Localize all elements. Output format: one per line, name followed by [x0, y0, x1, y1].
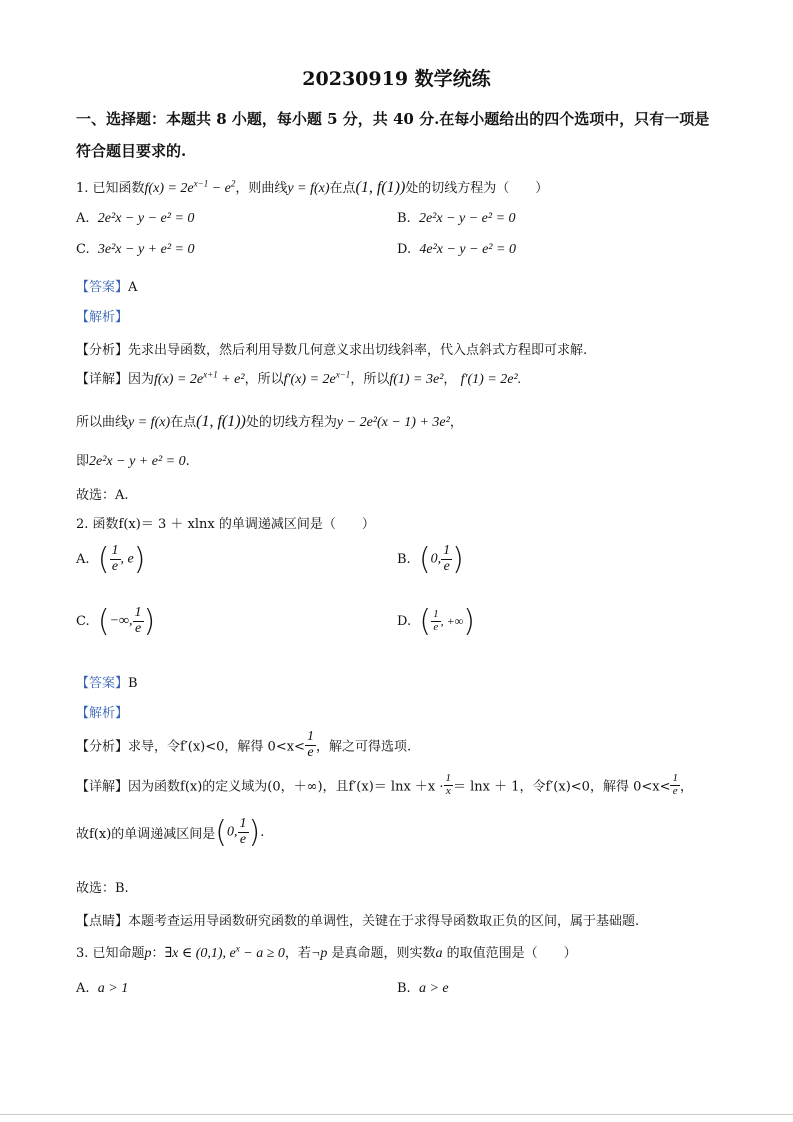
xiangjie-tag: 【详解】	[76, 372, 129, 387]
q2-answer	[76, 672, 138, 691]
q3-option-b	[397, 981, 449, 997]
right-paren: )	[463, 604, 475, 639]
q1-option-a-text: 2e²x − y − e² = 0	[97, 211, 195, 226]
q2-option-d	[397, 604, 475, 639]
q2-fenxi	[76, 730, 411, 760]
q2-option-b-fraction	[441, 544, 452, 574]
q3-stem-text-1: 3. 已知命题	[76, 946, 145, 961]
q1-xj2-text-2: 在点	[170, 415, 197, 430]
right-paren: )	[452, 542, 464, 577]
q1-xj2-text-3: 处的切线方程为	[245, 415, 337, 430]
q2-option-d-rest: , +∞	[440, 614, 464, 628]
q2-xj2-fraction	[238, 817, 249, 847]
fraction-denominator: e	[133, 621, 144, 637]
q1-choose: 故选：A.	[76, 488, 129, 503]
q1-option-c-label: C.	[76, 242, 90, 257]
q2-option-a	[76, 542, 145, 577]
fraction-numerator: 1	[672, 772, 678, 784]
q3-stem	[76, 942, 577, 962]
q2-option-c-label: C.	[76, 614, 90, 629]
q3-stem-text-2: ：	[151, 946, 165, 961]
fraction-denominator: e	[441, 559, 452, 575]
fraction-denominator: x	[444, 785, 454, 798]
q1-stem-text-4: 处的切线方程为（ ）	[405, 181, 549, 196]
q2-xj-text-3: ，	[679, 779, 693, 795]
fraction-denominator: e	[431, 621, 441, 634]
q1-option-c	[76, 242, 194, 258]
q1-xj-fp-base: f′(x) = 2e	[283, 372, 336, 387]
q2-option-d-fraction	[431, 609, 441, 633]
q1-point: (1, f(1))	[355, 179, 406, 196]
q2-xj2-pre: 0,	[227, 824, 238, 840]
q2-option-b-pre: 0,	[430, 551, 442, 567]
q2-option-c	[76, 604, 155, 639]
q1-xj2-curve: y = f(x)	[128, 415, 171, 430]
q1-answer-value: A	[128, 280, 138, 295]
q1-stem	[76, 177, 548, 197]
q2-option-b	[397, 542, 464, 577]
q1-xj-derivative	[283, 369, 351, 387]
q2-xiangjie-2	[76, 815, 264, 850]
left-paren: (	[419, 604, 432, 639]
q2-option-a-rest: , e	[120, 551, 134, 567]
q2-fenxi-text-1: 求导，令f′(x)<0，解得 0<x<	[128, 739, 305, 755]
fraction-numerator: 1	[111, 543, 119, 559]
q1-xj-f-tail: + e²	[217, 372, 245, 387]
page-title: 20230919 数学统练	[302, 68, 491, 90]
fraction-numerator: 1	[239, 816, 247, 832]
left-paren: (	[97, 604, 110, 639]
q1-stem-text-3: 在点	[329, 181, 356, 196]
q2-xj-fraction-1	[444, 773, 454, 797]
q1-option-d	[397, 242, 516, 258]
q1-xj3-text-1: 即	[76, 454, 90, 469]
q2-xj-text-1: 因为函数f(x)的定义域为(0，＋∞)，且f′(x)＝ lnx ＋x ·	[128, 779, 444, 795]
q1-xj2-point: (1, f(1))	[196, 413, 246, 430]
fenxi-tag: 【分析】	[76, 343, 129, 358]
q2-choose: 故选：B.	[76, 881, 129, 896]
analysis-tag: 【解析】	[76, 706, 129, 721]
q3-option-a-text: a > 1	[97, 981, 129, 996]
q1-function-base: f(x) = 2e	[144, 181, 194, 196]
q1-xj-fp1: f′(1) = 2e².	[460, 372, 522, 387]
right-paren: )	[143, 604, 156, 639]
q2-xiangjie	[76, 773, 693, 797]
fraction-numerator: 1	[433, 608, 439, 621]
q1-xj-function	[154, 369, 245, 387]
right-paren: )	[248, 815, 261, 850]
q3-option-a	[76, 981, 128, 997]
q1-xj-text-1: 因为	[128, 372, 155, 387]
answer-tag: 【答案】	[76, 280, 129, 295]
q3-var-a: a	[435, 946, 443, 961]
analysis-tag: 【解析】	[76, 310, 129, 325]
q3-condition	[164, 943, 285, 961]
q1-xj-fp-exp: x−1	[335, 369, 351, 380]
q3-not-p: ¬p	[310, 946, 328, 961]
section-heading-line2: 符合题目要求的.	[76, 142, 187, 160]
q1-xj-f1: f(1) = 3e²	[389, 372, 444, 387]
fraction-numerator: 1	[445, 772, 452, 784]
fenxi-tag: 【分析】	[76, 739, 129, 755]
q2-option-b-label: B.	[397, 552, 411, 567]
q2-dianjing-text: 本题考查运用导函数研究函数的单调性，关键在于求得导函数取正负的区间，属于基础题.	[128, 914, 640, 929]
q1-curve: y = f(x)	[287, 181, 330, 196]
q1-xj2-equation: y − 2e²(x − 1) + 3e²	[336, 415, 450, 430]
left-paren: (	[215, 815, 228, 850]
q3-option-b-text: a > e	[418, 981, 449, 996]
section-heading-line1: 一、选择题：本题共 8 小题，每小题 5 分，共 40 分.在每小题给出的四个选项中，只有一项是	[76, 110, 710, 128]
q2-fenxi-fraction	[305, 730, 316, 760]
fraction-denominator: e	[238, 832, 249, 848]
q3-p: p	[144, 946, 152, 961]
left-paren: (	[97, 542, 110, 577]
q1-function-exp: x−1	[193, 178, 209, 189]
q1-function-tail-exp: 2	[230, 178, 236, 189]
q1-xj3-text-2: .	[185, 454, 190, 469]
q1-function	[144, 178, 236, 196]
q2-xj2-text-1: 故f(x)的单调递减区间是	[76, 827, 216, 842]
q2-option-a-label: A.	[76, 552, 90, 567]
fraction-numerator: 1	[134, 605, 142, 621]
q1-option-c-text: 3e²x − y + e² = 0	[97, 242, 195, 257]
right-paren: )	[133, 542, 146, 577]
q2-analysis-heading	[76, 702, 128, 721]
q1-option-b	[397, 211, 516, 227]
q1-stem-text-2: ，则曲线	[235, 181, 288, 196]
q1-answer	[76, 276, 137, 295]
fraction-denominator: e	[305, 745, 316, 761]
q1-fenxi	[76, 339, 587, 358]
q1-option-d-label: D.	[397, 242, 412, 257]
q1-xj-f-base: f(x) = 2e	[154, 372, 204, 387]
fraction-denominator: e	[670, 785, 680, 798]
fraction-denominator: e	[110, 559, 121, 575]
left-paren: (	[418, 542, 431, 577]
q2-answer-value: B	[128, 676, 138, 691]
q2-option-a-fraction	[110, 544, 121, 574]
q3-stem-text-3: ，若	[284, 946, 311, 961]
q2-dianjing	[76, 910, 639, 929]
q3-option-a-label: A.	[76, 981, 90, 996]
q1-xiangjie-2	[76, 411, 463, 431]
q2-xj2-text-2: .	[260, 825, 265, 840]
q1-xj3-equation: 2e²x − y + e² = 0	[89, 454, 186, 469]
q1-xj-text-2: ，所以	[244, 372, 284, 387]
q3-option-b-label: B.	[397, 981, 411, 996]
q1-xj-f-exp: x+1	[203, 369, 218, 380]
answer-tag: 【答案】	[76, 676, 129, 691]
q1-xiangjie-3	[76, 450, 190, 470]
q1-option-a	[76, 211, 194, 227]
q1-option-b-label: B.	[397, 211, 411, 226]
fraction-numerator: 1	[443, 543, 451, 559]
q1-xj-text-4: ，	[443, 372, 457, 387]
q1-xiangjie	[76, 368, 521, 388]
q1-option-d-text: 4e²x − y − e² = 0	[419, 242, 516, 257]
xiangjie-tag: 【详解】	[76, 779, 129, 795]
q2-fenxi-text-2: ，解之可得选项.	[315, 739, 412, 755]
q3-condition-exp: x	[235, 943, 240, 954]
q1-xj2-text-4: ，	[449, 415, 463, 430]
q2-option-c-pre: −∞,	[109, 613, 133, 629]
fraction-numerator: 1	[306, 729, 314, 744]
q2-xj-text-2: ＝ lnx ＋ 1，令f′(x)<0，解得 0<x<	[453, 779, 671, 795]
q1-xj2-text-1: 所以曲线	[76, 415, 129, 430]
q3-condition-tail: − a ≥ 0	[239, 946, 285, 961]
q2-stem: 2. 函数f(x)＝ 3 ＋ xlnx 的单调递减区间是（ ）	[76, 517, 375, 532]
page-divider	[0, 1114, 793, 1115]
q1-fenxi-text: 先求出导函数，然后利用导数几何意义求出切线斜率，代入点斜式方程即可求解.	[128, 343, 588, 358]
q2-option-c-fraction	[133, 606, 144, 636]
dianjing-tag: 【点睛】	[76, 914, 129, 929]
q2-option-d-label: D.	[397, 614, 412, 629]
q1-function-tail: − e	[208, 181, 231, 196]
q3-condition-base: ∃x ∈ (0,1), e	[164, 946, 236, 961]
q2-xj-fraction-2	[670, 773, 680, 797]
q1-option-a-label: A.	[76, 211, 90, 226]
q1-xj-text-3: ，所以	[350, 372, 390, 387]
q3-stem-text-5: 的取值范围是（ ）	[442, 946, 577, 961]
q1-stem-text: 1. 已知函数	[76, 181, 145, 196]
q3-stem-text-4: 是真命题，则实数	[327, 946, 436, 961]
q1-analysis-heading	[76, 306, 128, 325]
q1-option-b-text: 2e²x − y − e² = 0	[418, 211, 516, 226]
